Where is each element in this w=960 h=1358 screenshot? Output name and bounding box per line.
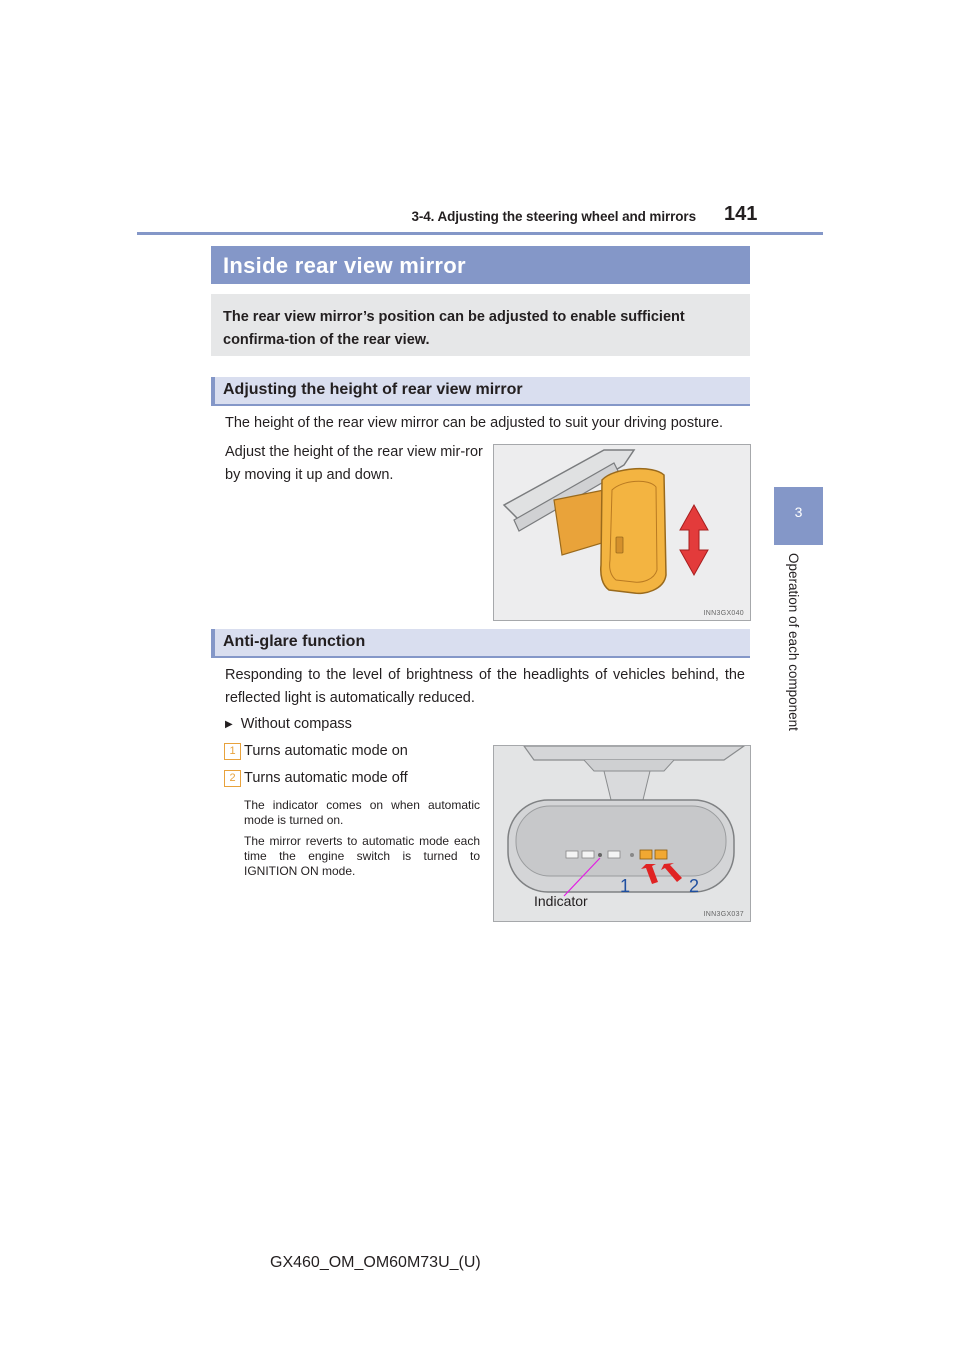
adjust-paragraph: Adjust the height of the rear view mir-ror by moving it up and down. [225,444,483,483]
subheading-height-text: Adjusting the height of rear view mirror [223,381,523,398]
intro-box [211,294,750,356]
document-code: GX460_OM_OM60M73U_(U) [270,1254,481,1271]
variant-text: Without compass [240,716,352,732]
figure-id: INN3GX037 [703,911,744,918]
note-revert: The mirror reverts to automatic mode each time the engine switch is turned to IGNITION ON mode. [244,834,480,878]
chapter-tab-label-wrap [785,553,809,753]
indicator-label: Indicator [534,893,588,909]
subheading-marker [211,629,215,656]
page-number: 141 [724,203,758,225]
antiglare-paragraph: Responding to the level of brightness of the headlights of vehicles behind, the reflected light is automatically reduced. [225,667,745,706]
subheading-marker [211,377,215,404]
subheading-height [211,377,750,406]
note-indicator: The indicator comes on when automatic mode is turned on. [244,798,480,827]
running-header: 3-4. Adjusting the steering wheel and mirrors [411,209,696,224]
subheading-antiglare-text: Anti-glare function [223,633,366,650]
figure-callout-1-label: 1 [620,876,631,896]
chapter-number: 3 [794,504,803,520]
triangle-bullet-icon: ▶ [225,719,233,730]
chapter-label: Operation of each component [786,553,801,731]
callout-number-1: 1 [224,743,241,760]
antiglare-figure [493,745,751,922]
callout-number-2: 2 [224,770,241,787]
header-rule [137,232,823,235]
mirror-height-figure [493,444,751,621]
intro-text: The rear view mirror’s position can be adjusted to enable sufficient confirma-tion of the rear view. [223,309,685,348]
figure-callout-2-label: 2 [689,876,700,896]
item-auto-off: Turns automatic mode off [244,770,408,786]
subheading-antiglare [211,629,750,658]
mirror-height-illustration [494,445,750,620]
height-paragraph: The height of the rear view mirror can be adjusted to suit your driving posture. [225,415,724,431]
item-auto-on: Turns automatic mode on [244,743,408,759]
figure-id: INN3GX040 [703,610,744,617]
variant-label [225,713,352,737]
section-title: Inside rear view mirror [223,253,466,278]
chapter-tab [774,487,823,545]
section-title-bar [211,246,750,284]
